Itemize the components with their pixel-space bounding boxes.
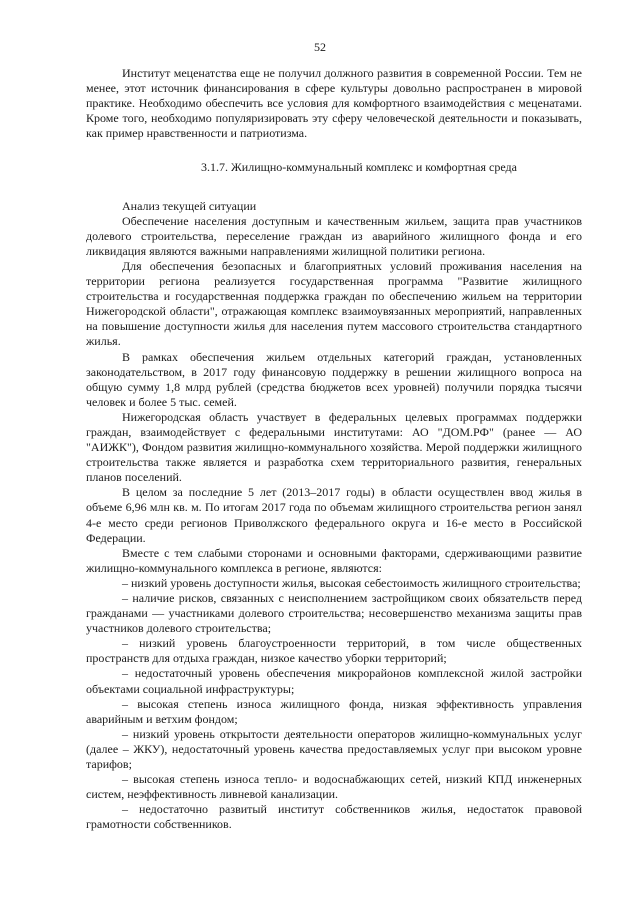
page-content — [86, 66, 582, 833]
page-number: 52 — [314, 40, 326, 54]
section-heading: 3.1.7. Жилищно-коммунальный комплекс и комфортная среда — [201, 160, 517, 175]
paragraph: В рамках обеспечения жильем отдельных категорий граждан, установленных законодательством, в 2017 году финансовую поддержку в решении жилищного вопроса на общую сумму 1,8 млрд рублей (средства бюджетов всех уровней) получили порядка тысячи человек и более 5 тыс. семей. — [86, 349, 582, 409]
paragraph: Нижегородская область участвует в федеральных целевых программах поддержки граждан, взаимодействует с федеральными институтами: АО "ДОМ.РФ" (ранее — АО "АИЖК"), Фондом развития жилищно-коммунального хозяйства. Мерой поддержки жилищного строительства также является и разработка схем территориального развития, генеральных планов поселений. — [86, 409, 582, 485]
list-item: – высокая степень износа жилищного фонда, низкая эффективность управления аварийным и ветхим фондом; — [86, 696, 582, 726]
list-item: – низкий уровень благоустроенности территорий, в том числе общественных пространств для отдыха граждан, низкое качество уборки территорий; — [86, 636, 582, 666]
paragraph: В целом за последние 5 лет (2013–2017 годы) в области осуществлен ввод жилья в объеме 6,96 млн кв. м. По итогам 2017 года по объемам жилищного строительства регион занял 4-е место среди регионов Приволжского федерального округа и 16-е место в Российской Федерации. — [86, 485, 582, 545]
list-item: – низкий уровень доступности жилья, высокая себестоимость жилищного строительства; — [122, 575, 581, 590]
paragraph: Для обеспечения безопасных и благоприятных условий проживания населения на территории региона реализуется государственная программа "Развитие жилищного строительства и государственная поддержка граждан по обеспечению жильем на территории Нижегородской области", отражающая комплекс взаимоувязанных мероприятий, направленных на повышение доступности жилья для населения путем массового строительства стандартного жилья. — [86, 258, 582, 349]
list-item: – недостаточно развитый институт собственников жилья, недостаток правовой грамотности собственников. — [86, 802, 582, 832]
paragraph: Вместе с тем слабыми сторонами и основными факторами, сдерживающими развитие жилищно-коммунального комплекса в регионе, являются: — [86, 545, 582, 575]
paragraph: Обеспечение населения доступным и качественным жильем, защита прав участников долевого строительства, переселение граждан из аварийного жилищного фонда и его ликвидация являются важными направлениями жилищной политики региона. — [86, 213, 582, 258]
list-item: – низкий уровень открытости деятельности операторов жилищно-коммунальных услуг (далее – ЖКУ), недостаточный уровень качества предоставляемых услуг при высоком уровне тарифов; — [86, 726, 582, 772]
list-item: – наличие рисков, связанных с неисполнением застройщиком своих обязательств перед гражданами — участниками долевого строительства; несовершенство механизма защиты прав участников долевого строительства; — [86, 591, 582, 636]
list-item: – высокая степень износа тепло- и водоснабжающих сетей, низкий КПД инженерных систем, неэффективность ливневой канализации. — [86, 772, 582, 802]
list-item: – недостаточный уровень обеспечения микрорайонов комплексной жилой застройки объектами социальной инфраструктуры; — [86, 666, 582, 696]
subheading: Анализ текущей ситуации — [122, 198, 257, 213]
intro-paragraph: Институт меценатства еще не получил должного развития в современной России. Тем не менее, этот источник финансирования в сфере культуры довольно распространен в мировой практике. Необходимо обеспечить все условия для комфортного взаимодействия с меценатами. Кроме того, необходимо популяризировать эту сферу человеческой деятельности и показывать, как пример нравственности и патриотизма. — [86, 66, 582, 141]
